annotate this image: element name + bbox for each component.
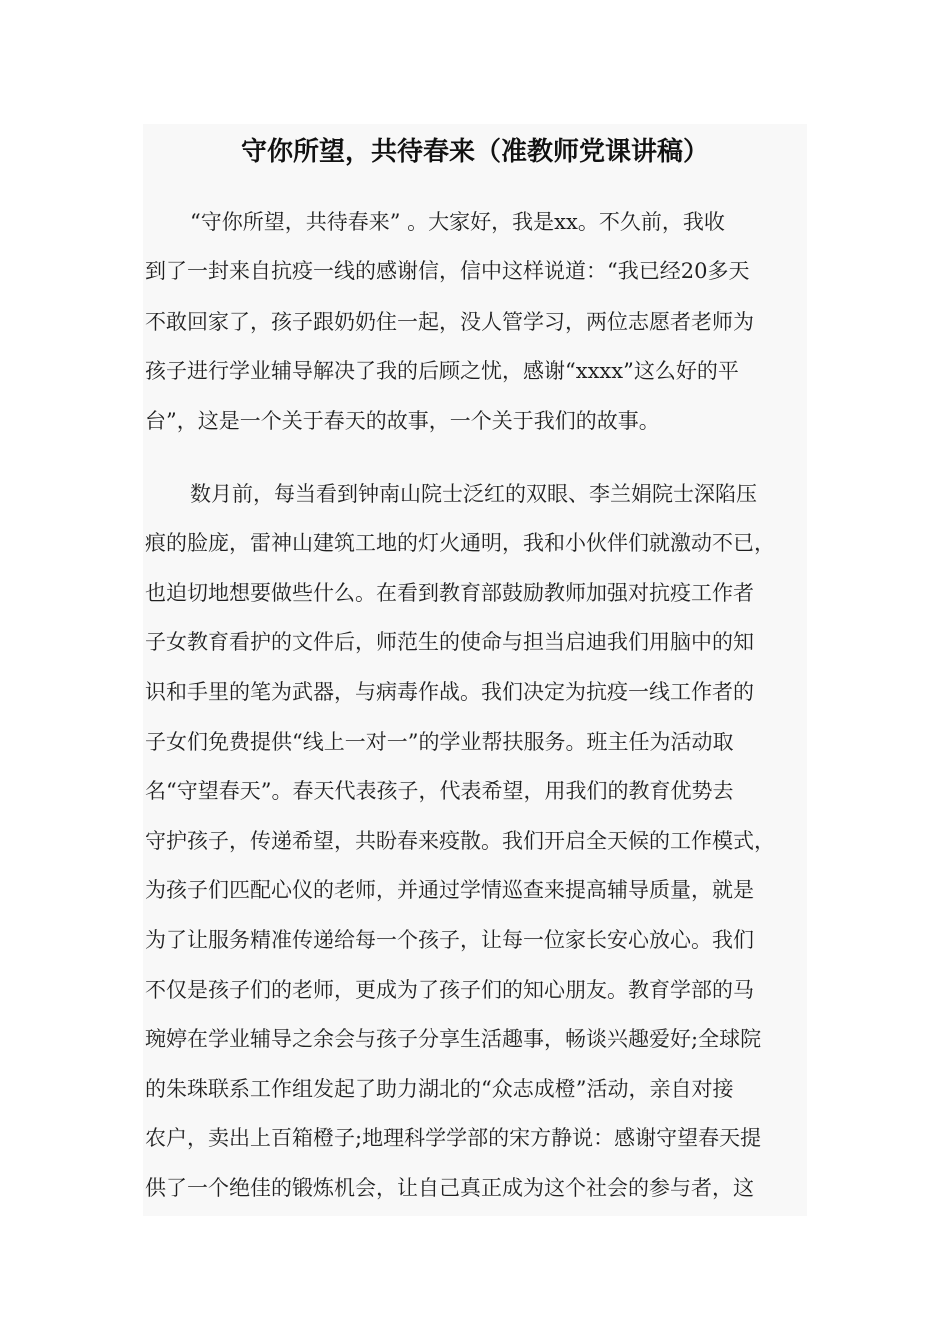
paragraph-2-line: 数月前，每当看到钟南山院士泛红的双眼、李兰娟院士深陷压 (190, 482, 757, 506)
paragraph-2-line: 为孩子们匹配心仪的老师，并通过学情巡查来提高辅导质量，就是 (145, 878, 754, 902)
paragraph-1-line: 到了一封来自抗疫一线的感谢信，信中这样说道：“我已经20多天 (145, 259, 750, 283)
paragraph-1-line: “守你所望，共待春来” 。大家好，我是xx。不久前，我收 (190, 210, 725, 234)
paragraph-2-line: 识和手里的笔为武器，与病毒作战。我们决定为抗疫一线工作者的 (145, 680, 754, 704)
paragraph-2-line: 痕的脸庞，雷神山建筑工地的灯火通明，我和小伙伴们就激动不已， (145, 531, 775, 555)
paragraph-1-line: 孩子进行学业辅导解决了我的后顾之忧，感谢“xxxx”这么好的平 (145, 359, 739, 383)
paragraph-2-line: 供了一个绝佳的锻炼机会，让自己真正成为这个社会的参与者，这 (145, 1176, 754, 1200)
paragraph-2-line: 守护孩子，传递希望，共盼春来疫散。我们开启全天候的工作模式， (145, 829, 775, 853)
paragraph-2-line: 的朱珠联系工作组发起了助力湖北的“众志成橙”活动，亲自对接 (145, 1077, 734, 1101)
paragraph-2-line: 子女教育看护的文件后，师范生的使命与担当启迪我们用脑中的知 (145, 630, 754, 654)
paragraph-2-line: 子女们免费提供“线上一对一”的学业帮扶服务。班主任为活动取 (145, 730, 734, 754)
paragraph-1-line: 不敢回家了，孩子跟奶奶住一起，没人管学习，两位志愿者老师为 (145, 310, 754, 334)
paragraph-2-line: 也迫切地想要做些什么。在看到教育部鼓励教师加强对抗疫工作者 (145, 581, 754, 605)
paragraph-2-line: 名“守望春天”。春天代表孩子，代表希望，用我们的教育优势去 (145, 779, 734, 803)
paragraph-2-line: 为了让服务精准传递给每一个孩子，让每一位家长安心放心。我们 (145, 928, 754, 952)
paragraph-2-line: 琬婷在学业辅导之余会与孩子分享生活趣事，畅谈兴趣爱好;全球院 (145, 1027, 762, 1051)
document-title: 守你所望，共待春来（准教师党课讲稿） (240, 137, 709, 167)
paragraph-2-line: 农户，卖出上百箱橙子;地理科学学部的宋方静说：感谢守望春天提 (145, 1126, 762, 1150)
paragraph-2-line: 不仅是孩子们的老师，更成为了孩子们的知心朋友。教育学部的马 (145, 978, 754, 1002)
paragraph-1-line: 台”，这是一个关于春天的故事，一个关于我们的故事。 (145, 409, 660, 433)
